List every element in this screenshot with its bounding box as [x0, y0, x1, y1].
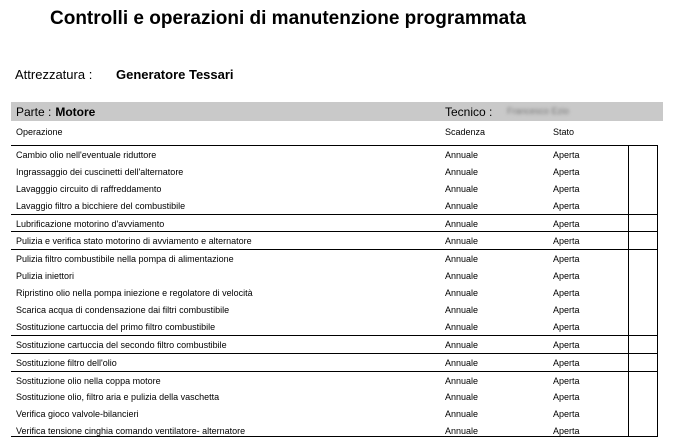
table-row: [11, 180, 658, 197]
status-cell: Aperta: [553, 392, 580, 403]
part-header-band: [11, 102, 663, 121]
table-row: [11, 301, 658, 318]
deadline-cell: Annuale: [445, 254, 479, 265]
technician-label: Tecnico :: [445, 105, 493, 119]
table-row: [11, 284, 658, 301]
operation-cell: Sostituzione cartuccia del primo filtro combustibile: [16, 321, 216, 332]
operation-cell: Ripristino olio nella pompa iniezione e regolatore di velocità: [16, 288, 253, 299]
table-row: [11, 371, 658, 389]
status-cell: Aperta: [553, 357, 580, 368]
deadline-cell: Annuale: [445, 183, 479, 194]
status-cell: Aperta: [553, 409, 580, 420]
status-cell: Aperta: [553, 183, 580, 194]
table-row: [11, 267, 658, 284]
table-row: [11, 335, 658, 353]
deadline-cell: Annuale: [445, 200, 479, 211]
column-header-status: Stato: [553, 127, 575, 137]
table-row: [11, 353, 658, 371]
technician-value-redacted: Francesco Ezio: [507, 106, 570, 116]
table-row: [11, 197, 658, 214]
operation-cell: Scarica acqua di condensazione dai filtri combustibile: [16, 305, 230, 316]
deadline-cell: Annuale: [445, 339, 479, 350]
operation-cell: Cambio olio nell'eventuale riduttore: [16, 150, 157, 160]
status-cell: Aperta: [553, 375, 580, 386]
deadline-cell: Annuale: [445, 392, 479, 403]
operation-cell: Sostituzione olio nella coppa motore: [16, 375, 161, 386]
deadline-cell: Annuale: [445, 409, 479, 420]
operation-cell: Verifica tensione cinghia comando ventilatore- alternatore: [16, 426, 246, 437]
equipment-value: Generatore Tessari: [116, 67, 234, 82]
operation-cell: Pulizia e verifica stato motorino di avviamento e alternatore: [16, 236, 252, 247]
deadline-cell: Annuale: [445, 218, 479, 229]
deadline-cell: Annuale: [445, 321, 479, 332]
deadline-cell: Annuale: [445, 305, 479, 316]
operation-cell: Lavagggio circuito di raffreddamento: [16, 183, 162, 194]
status-cell: Aperta: [553, 321, 580, 332]
deadline-cell: Annuale: [445, 426, 479, 437]
column-header-operation: Operazione: [16, 127, 63, 137]
deadline-cell: Annuale: [445, 236, 479, 247]
part-value: Motore: [55, 105, 96, 119]
part-label: Parte :: [16, 105, 52, 119]
table-row: [11, 318, 658, 335]
report-title: Controlli e operazioni di manutenzione programmata: [50, 8, 527, 29]
status-cell: Aperta: [553, 236, 580, 247]
operation-cell: Sostituzione filtro dell'olio: [16, 357, 117, 368]
status-cell: Aperta: [553, 305, 580, 316]
status-cell: Aperta: [553, 288, 580, 299]
equipment-label: Attrezzatura :: [15, 67, 93, 82]
deadline-cell: Annuale: [445, 150, 479, 160]
table-bottom-border: [11, 436, 658, 437]
status-cell: Aperta: [553, 150, 580, 160]
table-row: [11, 388, 658, 405]
operation-cell: Sostituzione cartuccia del secondo filtro combustibile: [16, 339, 227, 350]
operation-cell: Lavaggio filtro a bicchiere del combustibile: [16, 200, 186, 211]
status-cell: Aperta: [553, 339, 580, 350]
deadline-cell: Annuale: [445, 288, 479, 299]
table-row: [11, 231, 658, 249]
operation-cell: Verifica gioco valvole-bilancieri: [16, 409, 139, 420]
table-row: [11, 145, 658, 163]
status-cell: Aperta: [553, 271, 580, 282]
deadline-cell: Annuale: [445, 166, 479, 177]
table-row: [11, 249, 658, 267]
status-cell: Aperta: [553, 200, 580, 211]
table-row: [11, 214, 658, 232]
status-cell: Aperta: [553, 254, 580, 265]
status-cell: Aperta: [553, 426, 580, 437]
operation-cell: Pulizia filtro combustibile nella pompa di alimentazione: [16, 254, 234, 265]
deadline-cell: Annuale: [445, 357, 479, 368]
table-row: [11, 163, 658, 180]
equipment-line: [15, 67, 234, 82]
operations-table: [11, 145, 658, 439]
status-cell: Aperta: [553, 218, 580, 229]
operation-cell: Pulizia iniettori: [16, 271, 75, 282]
operation-cell: Sostituzione olio, filtro aria e pulizia della vaschetta: [16, 392, 220, 403]
operation-cell: Lubrificazione motorino d'avviamento: [16, 218, 165, 229]
deadline-cell: Annuale: [445, 375, 479, 386]
deadline-cell: Annuale: [445, 271, 479, 282]
status-cell: Aperta: [553, 166, 580, 177]
part-cell: [16, 105, 95, 119]
column-header-deadline: Scadenza: [445, 127, 486, 137]
operation-cell: Ingrassaggio dei cuscinetti dell'alternatore: [16, 166, 184, 177]
table-row: [11, 405, 658, 422]
